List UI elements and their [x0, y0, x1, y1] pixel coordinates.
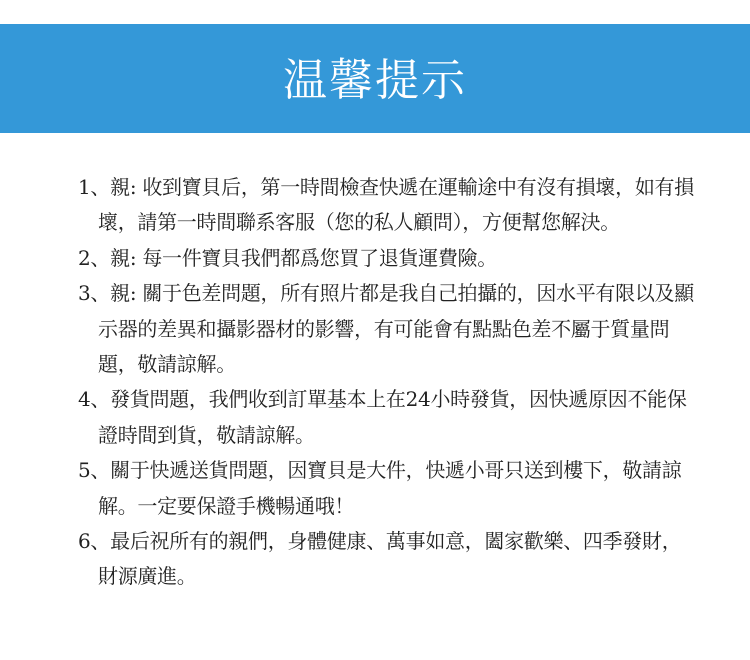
- notice-item-3: 3、親: 關于色差問題，所有照片都是我自己拍攝的，因水平有限以及顯示器的差異和攝影器材的影響，有可能會有點點色差不屬于質量問題，敬請諒解。: [78, 281, 694, 377]
- page-title: 温馨提示: [283, 54, 467, 106]
- notice-item-5: 5、關于快遞送貨問題，因寶貝是大件，快遞小哥只送到樓下，敬請諒解。一定要保證手機暢通哦！: [78, 458, 682, 518]
- notice-item-6: 6、最后祝所有的親們，身體健康、萬事如意，闔家歡樂、四季發財，財源廣進。: [78, 529, 682, 589]
- notice-item-4: 4、發貨問題，我們收到訂單基本上在24小時發貨，因快遞原因不能保證時間到貨，敬請諒解。: [78, 387, 687, 447]
- notice-list: [78, 170, 698, 595]
- header-banner: [0, 24, 750, 133]
- notice-item-2: 2、親: 每一件寶貝我們都爲您買了退貨運費險。: [78, 245, 497, 270]
- notice-item-1: 1、親: 收到寶貝后，第一時間檢查快遞在運輸途中有沒有損壞，如有損壞，請第一時間聯系客服（您的私人顧問），方便幫您解決。: [78, 175, 694, 235]
